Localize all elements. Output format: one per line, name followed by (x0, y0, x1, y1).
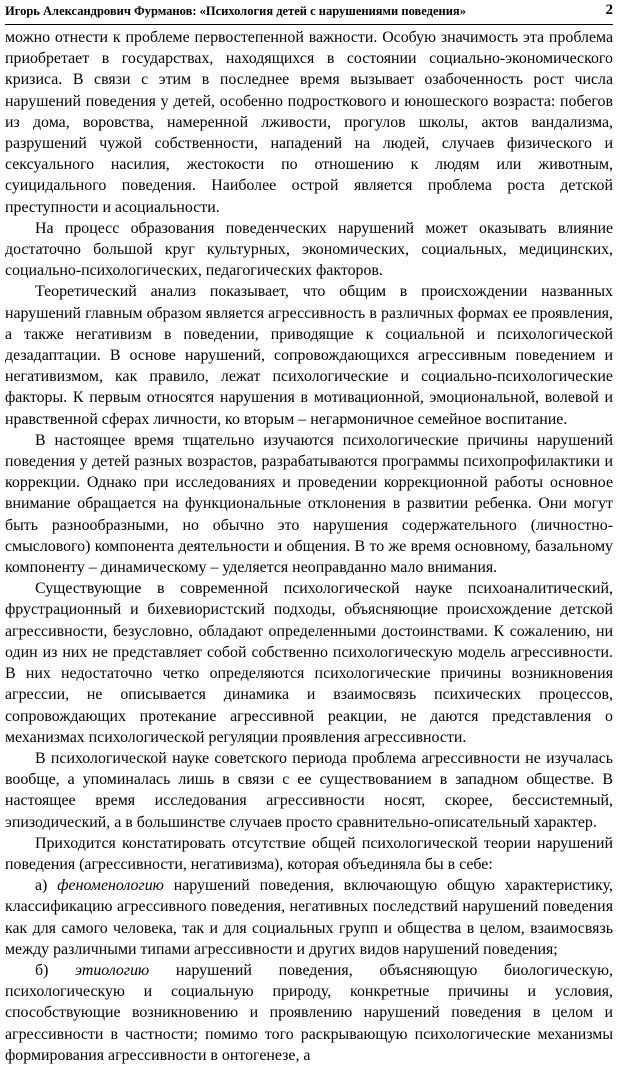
list-marker: а) (35, 877, 48, 895)
list-item (5, 960, 613, 1066)
paragraph: В настоящее время тщательно изучаются психологические причины нарушений поведения у детей разных возрастов, разрабатываются программы психопрофилактики и коррекции. Однако при исследованиях и проведении коррекционной работы основное внимание обращается на функциональные отклонения в развитии ребенка. Они могут быть разнообразными, но обычно это нарушения содержательного (личностно-смыслового) компонента деятельности и общения. В то же время основному, базальному компоненту – динамическому – уделяется неоправданно мало внимания. (5, 431, 613, 577)
body-text (5, 27, 613, 1066)
list-text: нарушений поведения, включающую общую характеристику, классификацию агрессивного поведения, негативных последствий нарушений поведения как для самого человека, так и для социальных групп и общества в целом, взаимосвязь между различными типами агрессивности и других видов нарушений поведения; (5, 877, 613, 958)
paragraph-continuation: можно отнести к проблеме первостепенной важности. Особую значимость эта проблема приобретает в государствах, находящихся в состоянии социально-экономического кризиса. В связи с этим в последнее время вызывает озабоченность рост числа нарушений поведения у детей, особенно подросткового и юношеского возраста: побегов из дома, воровства, намеренной лживости, прогулов школы, актов вандализма, разрушений чужой собственности, нападений на людей, случаев физического и сексуального насилия, жестокости по отношению к людям или животным, суицидального поведения. Наиболее острой является проблема роста детской преступности и асоциальности. (5, 29, 613, 216)
paragraph: В психологической науке советского периода проблема агрессивности не изучалась вообще, а упоминалась лишь в связи с ее существованием в западном обществе. В настоящее время исследования агрессивности носят, скорее, бессистемный, эпизодический, а в большинстве случаев просто сравнительно-описательный характер. (5, 749, 613, 831)
list-item (5, 875, 613, 960)
list-text: нарушений поведения, объясняющую биологическую, психологическую и социальную природу, конкретные причины и условия, способствующие возникновению и проявлению нарушений поведения в целом и агрессивности в частности; помимо того раскрывающую психологические механизмы формирования агрессивности в онтогенезе, а (5, 961, 613, 1064)
page-header (5, 0, 613, 25)
running-head: Игорь Александрович Фурманов: «Психология детей с нарушениями поведения» (5, 4, 466, 18)
list-term: феноменологию (57, 877, 164, 895)
list-term: этиологию (75, 961, 150, 979)
paragraph: Существующие в современной психологической науке психоаналитический, фрустрационный и бихевиористский подходы, объясняющие происхождение детской агрессивности, безусловно, обладают определенными достоинствами. К сожалению, ни один из них не представляет собой собственно психологическую модель агрессивности. В них недостаточно четко определяются психологические причины возникновения агрессии, не описывается динамика и взаимосвязь психических процессов, сопровождающих протекание агрессивной реакции, не даются представления о механизмах психологической регуляции проявления агрессивности. (5, 580, 613, 746)
paragraph: Приходится констатировать отсутствие общей психологической теории нарушений поведения (агрессивности, негативизма), которая объединяла бы в себе: (5, 834, 613, 873)
list-marker: б) (35, 961, 49, 979)
paragraph: На процесс образования поведенческих нарушений может оказывать влияние достаточно большой круг культурных, экономических, социальных, медицинских, социально-психологических, педагогических факторов. (5, 219, 613, 280)
paragraph: Теоретический анализ показывает, что общим в происхождении названных нарушений главным образом является агрессивность в различных формах ее проявления, а также негативизм в поведении, приводящие к социальной и психологической дезадаптации. В основе нарушений, сопровождающихся агрессивным поведением и негативизмом, как правило, лежат психологические и социально-психологические факторы. К первым относятся нарушения в мотивационной, эмоциональной, волевой и нравственной сферах личности, ко вторым – негармоничное семейное воспитание. (5, 283, 613, 428)
page-number: 2 (605, 2, 613, 18)
